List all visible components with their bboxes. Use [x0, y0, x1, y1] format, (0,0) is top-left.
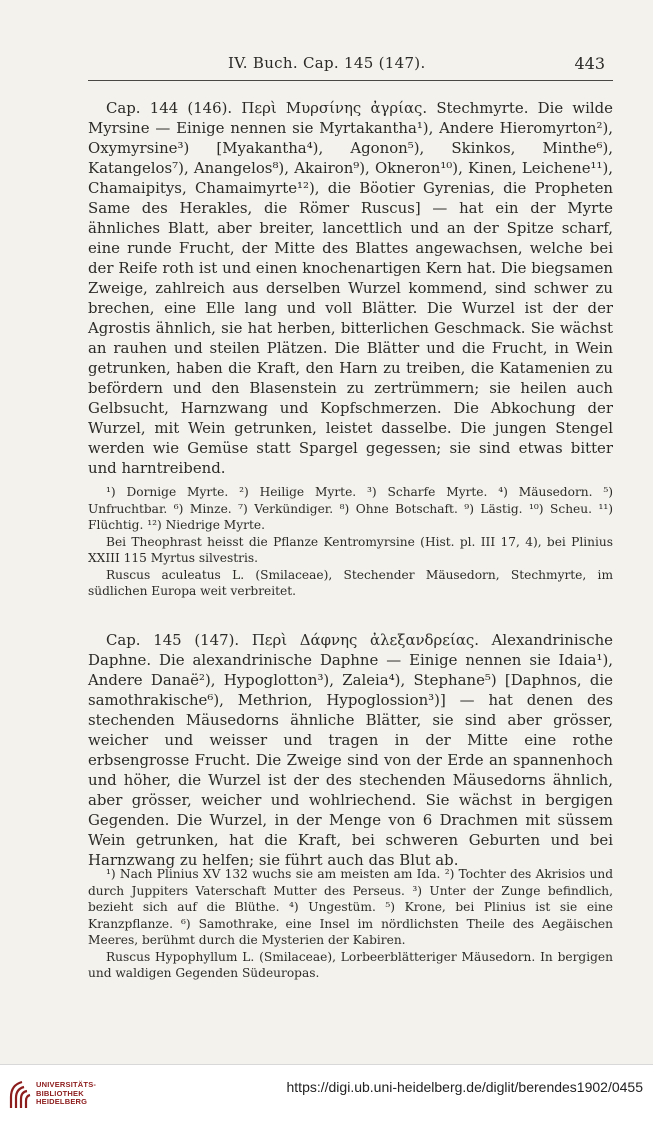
page-header [88, 50, 613, 81]
chapter-145-footnotes [88, 866, 613, 982]
chapter-145-paragraph: Cap. 145 (147). Περὶ Δάφνης ἀλεξανδρείας. Alexandrinische Daphne. Die alexandrinische Daphne — Einige nennen sie Idaia¹), Andere Danaë²), Hypoglotton³), Zaleia⁴), Stephane⁵) [Daphnos, die samothrakische⁶), Methrion, Hypoglossion³)] — hat denen des stechenden Mäusedorns ähnliche Blätter, sie sind aber grösser, weicher und weisser und tragen in der Mitte eine rothe erbsengrosse Frucht. Die Zweige sind von der Erde an spannenhoch und höher, die Wurzel ist der des stechenden Mäusedorns ähnlich, aber grösser, weicher und wohlriechend. Sie wächst in bergigen Gegenden. Die Wurzel, in der Menge von 6 Drachmen mit süssem Wein getrunken, hat die Kraft, bei schweren Geburten und bei Harnzwang zu helfen; sie führt auch das Blut ab. [88, 631, 613, 869]
footnote-paragraph: Bei Theophrast heisst die Pflanze Kentromyrsine (Hist. pl. III 17, 4), bei Plinius XXIII 115 Myrtus silvestris. [88, 534, 613, 565]
footnote-list: ¹) Nach Plinius XV 132 wuchs sie am meisten am Ida. ²) Tochter des Akrisios und durch Juppiters Vaterschaft Mutter des Perseus. ³) Unter der Zunge befindlich, bezieht sich auf die Blüthe. ⁴) Ungestüm. ⁵) Krone, bei Plinius ist sie eine Kranzpflanze. ⁶) Samothrake, eine Insel im nördlichsten Theile des Aegäischen Meeres, berühmt durch die Mysterien der Kabiren. [88, 867, 613, 947]
botanical-identification: Ruscus aculeatus L. (Smilaceae), Stechender Mäusedorn, Stechmyrte, im südlichen Europa weit verbreitet. [88, 567, 613, 598]
chapter-145-text [88, 630, 613, 870]
footnote-list: ¹) Dornige Myrte. ²) Heilige Myrte. ³) Scharfe Myrte. ⁴) Mäusedorn. ⁵) Unfruchtbar. ⁶) Minze. ⁷) Verkündiger. ⁸) Ohne Botschaft. ⁹) Lästig. ¹⁰) Scheu. ¹¹) Flüchtig. ¹²) Niedrige Myrte. [88, 485, 613, 532]
botanical-identification: Ruscus Hypophyllum L. (Smilaceae), Lorbeerblätteriger Mäusedorn. In bergigen und waldigen Gegenden Südeuropas. [88, 949, 613, 980]
chapter-144-text [88, 98, 613, 478]
running-title: IV. Buch. Cap. 145 (147). [228, 54, 426, 72]
chapter-144-footnotes [88, 484, 613, 600]
viewer-footer [0, 1064, 653, 1122]
chapter-144-paragraph: Cap. 144 (146). Περὶ Μυρσίνης ἀγρίας. Stechmyrte. Die wilde Myrsine — Einige nennen sie Myrtakantha¹), Andere Hieromyrton²), Oxymyrsine³) [Myakantha⁴), Agonon⁵), Skinkos, Minthe⁶), Katangelos⁷), Anangelos⁸), Akairon⁹), Okneron¹⁰), Kinen, Leichene¹¹), Chamaipitys, Chamaimyrte¹²), die Böotier Gyrenias, die Propheten Same des Herakles, die Römer Ruscus] — hat ein der Myrte ähnliches Blatt, aber breiter, lancettlich und an der Spitze scharf, eine runde Frucht, der Mitte des Blattes angewachsen, welche bei der Reife roth ist und einen knochenartigen Kern hat. Die biegsamen Zweige, zahlreich aus derselben Wurzel kommend, sind schwer zu brechen, eine Elle lang und voll Blätter. Die Wurzel ist der der Agrostis ähnlich, sie hat herben, bitterlichen Geschmack. Sie wächst an rauhen und steilen Plätzen. Die Blätter und die Frucht, in Wein getrunken, haben die Kraft, den Harn zu treiben, die Katamenien zu befördern und den Blasenstein zu zertrümmern; sie heilen auch Gelbsucht, Harnzwang und Kopfschmerzen. Die Abkochung der Wurzel, mit Wein getrunken, leistet dasselbe. Die jungen Stengel werden wie Gemüse statt Spargel gegessen; sie sind etwas bitter und harntreibend. [88, 99, 613, 477]
page-number: 443 [574, 54, 605, 73]
permalink-url[interactable]: https://digi.ub.uni-heidelberg.de/diglit/berendes1902/0455 [286, 1079, 643, 1095]
library-name: UNIVERSITÄTS- BIBLIOTHEK HEIDELBERG [36, 1080, 97, 1106]
